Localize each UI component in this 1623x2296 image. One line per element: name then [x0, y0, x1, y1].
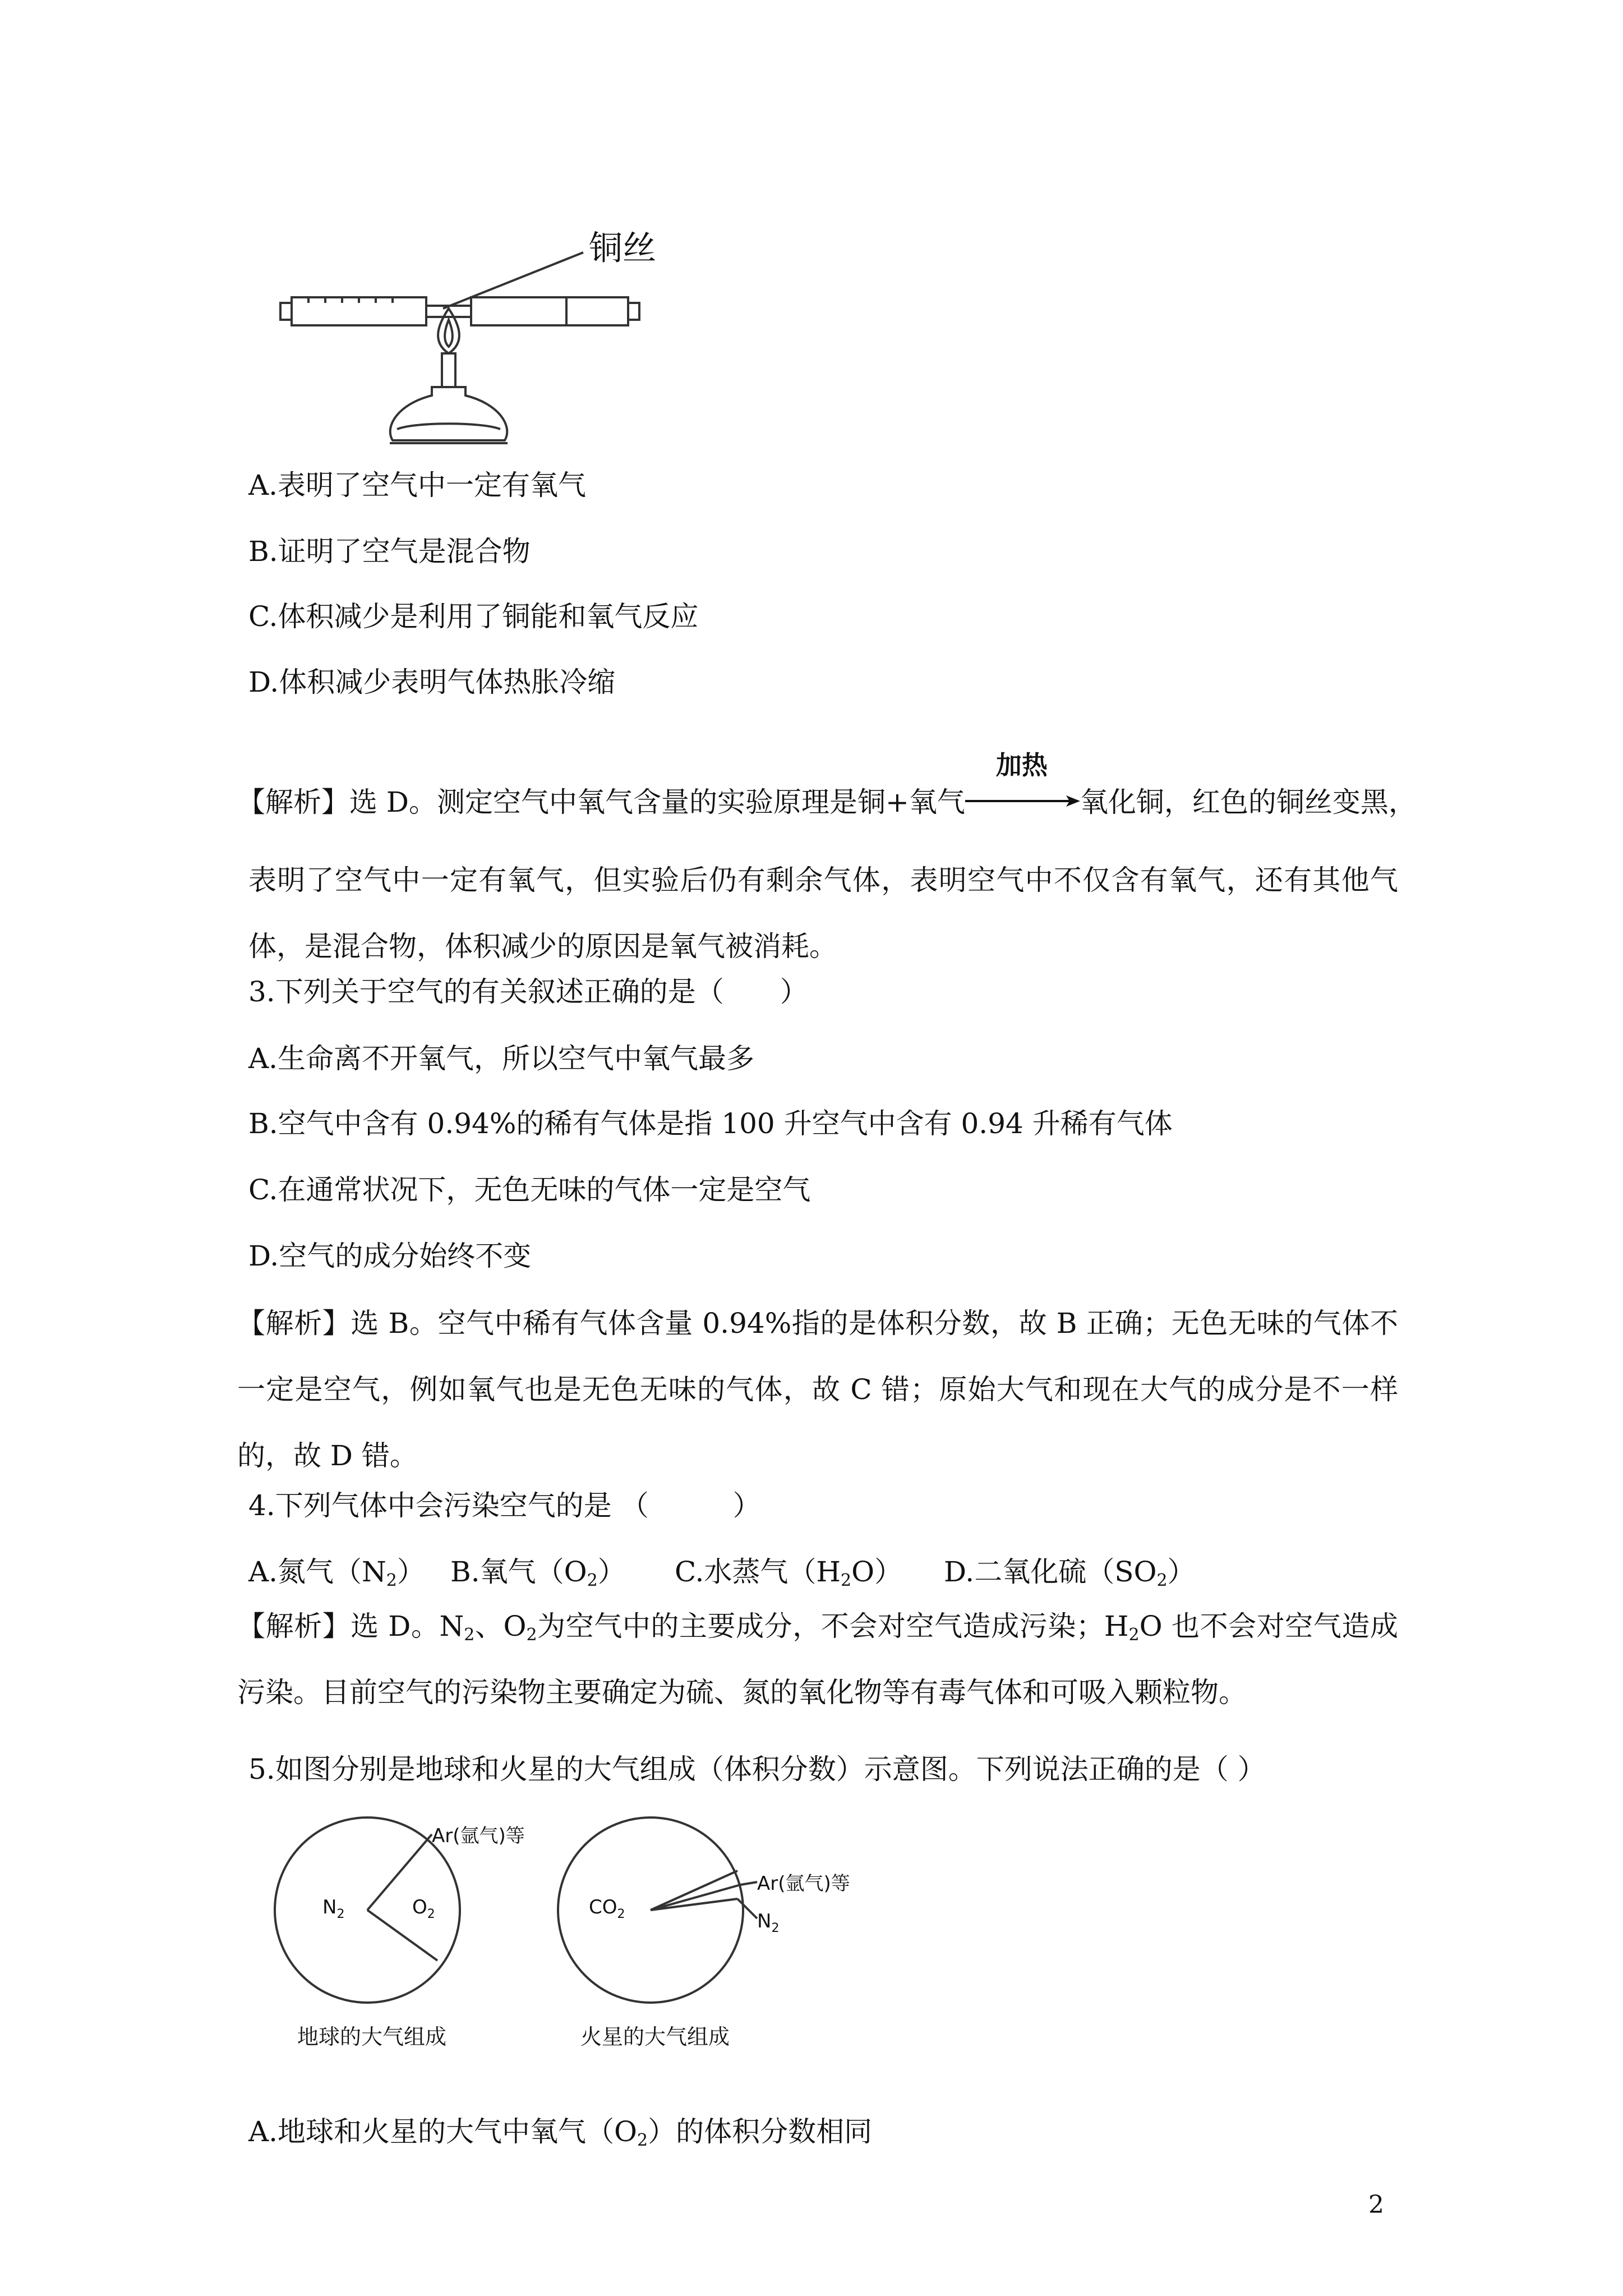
q3-option-b: B.空气中含有 0.94%的稀有气体是指 100 升空气中含有 0.94 升稀有气体: [248, 1107, 1173, 1140]
q3-option-d: D.空气的成分始终不变: [248, 1240, 532, 1272]
q4-options: [248, 1555, 1196, 1589]
q4-option-d: D.二氧化硫$(SO_2)$: [944, 1556, 1196, 1590]
q4-option-b: B.氧气$(O_2)$: [450, 1556, 626, 1590]
q2-analysis-prefix: 【解析】选 D。测定空气中氧气含量的实验原理是铜+氧气: [237, 786, 965, 818]
earth-o2-label: $O_2$: [412, 1896, 435, 1921]
q5-option-a: A.地球和火星的大气中氧气$(O_2)$的体积分数相同: [248, 2115, 873, 2150]
mars-n2-label: $N_2$: [757, 1910, 780, 1935]
q2-option-b: B.证明了空气是混合物: [248, 535, 531, 568]
q4-option-a: A.氮气$(N_2)$: [248, 1556, 425, 1590]
arrow-icon: [965, 790, 1080, 812]
page-number: 2: [1368, 2191, 1384, 2219]
q3-option-c: C.在通常状况下，无色无味的气体一定是空气: [248, 1174, 811, 1206]
q4-stem: 4.下列气体中会污染空气的是 （ ）: [248, 1489, 761, 1522]
q4-analysis: 【解析】选 D。$N_2$、$O_2$为空气中的主要成分，不会对空气造成污染；$H_2O$ 也不会对空气造成污染。目前空气的污染物主要确定为硫、氮的氧化物等有毒气体和可吸入颗粒物。: [237, 1610, 1399, 1709]
reaction-condition: 加热: [995, 750, 1048, 780]
q2-analysis-line1: [237, 750, 1417, 819]
mars-ar-label: Ar(氩气)等: [757, 1872, 850, 1895]
q2-analysis-rest: 表明了空气中一定有氧气，但实验后仍有剩余气体，表明空气中不仅含有氧气，还有其他气体，是混合物，体积减少的原因是氧气被消耗。: [248, 864, 1398, 963]
mars-co2-label: $CO_2$: [589, 1896, 625, 1921]
copper-wire-label: 铜丝: [589, 229, 656, 268]
q2-option-d: D.体积减少表明气体热胀冷缩: [248, 666, 616, 698]
mars-caption: 火星的大气组成: [580, 2024, 730, 2049]
q3-option-a: A.生命离不开氧气，所以空气中氧气最多: [248, 1042, 755, 1075]
earth-n2-label: $N_2$: [322, 1896, 345, 1921]
reaction-arrow: [965, 750, 1080, 819]
earth-caption: 地球的大气组成: [297, 2024, 447, 2049]
q5-stem: 5.如图分别是地球和火星的大气组成（体积分数）示意图。下列说法正确的是（ ）: [248, 1753, 1266, 1786]
q2-analysis-rest-line1: 氧化铜，红色的铜丝变黑，: [1080, 786, 1417, 818]
atmosphere-diagrams: [264, 1801, 909, 2059]
earth-ar-label: Ar(氩气)等: [432, 1825, 525, 1847]
q3-stem: 3.下列关于空气的有关叙述正确的是（ ）: [248, 976, 808, 1008]
q4-option-c: C.水蒸气$(H_2O)$: [675, 1556, 903, 1590]
q2-option-c: C.体积减少是利用了铜能和氧气反应: [248, 600, 699, 633]
q3-analysis: 【解析】选 B。空气中稀有气体含量 0.94%指的是体积分数，故 B 正确；无色无味的气体不一定是空气，例如氧气也是无色无味的气体，故 C 错；原始大气和现在大气的成分是不一样的，故 D 错。: [237, 1307, 1398, 1472]
copper-apparatus-figure: [264, 213, 690, 449]
q2-option-a: A.表明了空气中一定有氧气: [248, 469, 587, 501]
